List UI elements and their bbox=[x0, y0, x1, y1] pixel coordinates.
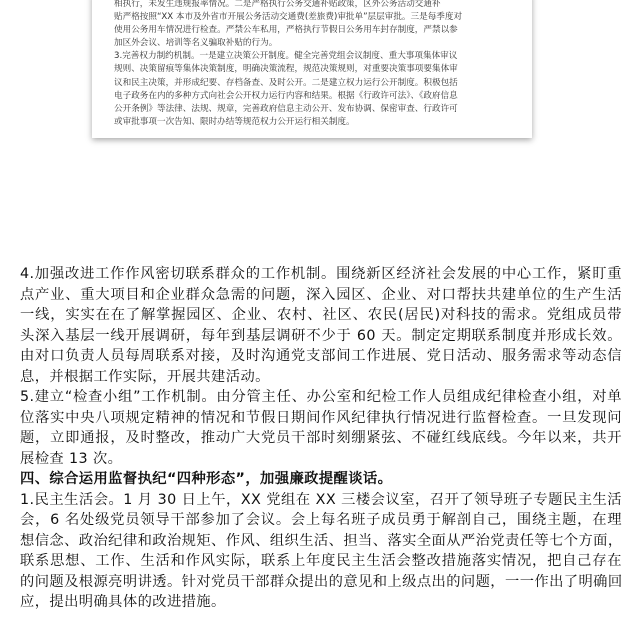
body-line: 1.民主生活会。1 月 30 日上午，XX 党组在 XX 三楼会议室，召开了领导班子专题民主生活 bbox=[20, 491, 622, 508]
scanned-page-text bbox=[92, 0, 532, 129]
body-line: 一线，实实在在了解掌握园区、企业、农村、社区、农民(居民)对科技的需求。党组成员带 bbox=[20, 307, 622, 323]
scan-line: 电子政务在内的多种方式向社会公开权力运行内容和结果。根据《行政许可法》、《政府信息 bbox=[114, 90, 458, 101]
scan-line: 议和民主决策，并形成纪要、存档备查、及时公开。二是建立权力运行公开制度。积极包括 bbox=[114, 77, 458, 88]
scanned-page-image bbox=[92, 0, 532, 138]
body-line: 的问题及根源亮明讲透。针对党员干部群众提出的意见和上级点出的问题，一一作出了明确回 bbox=[20, 573, 623, 590]
body-line: 位落实中央八项规定精神的情况和节假日期间作风纪律执行情况进行监督检查。一旦发现问 bbox=[20, 409, 622, 426]
body-line: 息，并根据工作实际，开展共建活动。 bbox=[20, 368, 270, 385]
scan-line: 加区外会议、培训等名义骗取补贴的行为。 bbox=[114, 38, 278, 49]
scan-line: 公开条例》等法律、法规、规章，完善政府信息主动公开、发布协调、保密审查、行政许可 bbox=[114, 103, 458, 114]
body-line: 由对口负责人员每周联系对接，及时沟通党支部间工作进展、党日活动、服务需求等动态信 bbox=[20, 348, 622, 364]
body-line: 想信念、政治纪律和政治规矩、作风、组织生活、担当、落实全面从严治党责任等七个方面， bbox=[20, 532, 623, 549]
body-line: 5.建立“检查小组”工作机制。由分管主任、办公室和纪检工作人员组成纪律检查小组，对单 bbox=[20, 389, 622, 405]
scan-line: 规则、决策留痕等集体决策制度，明确决策流程，规范决策规则，对重要决策事项要集体审 bbox=[114, 64, 458, 75]
body-line: 4.加强改进工作作风密切联系群众的工作机制。围绕新区经济社会发展的中心工作，紧盯重 bbox=[20, 266, 622, 282]
body-line: 会，6 名处级党员领导干部参加了会议。会上每名班子成员勇于解剖自己，围绕主题，在理 bbox=[20, 512, 622, 528]
scan-line: 相执行，未发生违规报率情况。二是严格执行公务交通补贴政策，区外公务活动交通补 bbox=[114, 0, 441, 9]
body-line: 头深入基层一线开展调研，每年到基层调研不少于 60 天。制定定期联系制度并形成长效。 bbox=[20, 327, 622, 344]
body-line: 题，立即通报，及时整改，推动广大党员干部时刻绷紧弦、不碰红线底线。今年以来，共开 bbox=[20, 430, 622, 446]
section-heading: 四、综合运用监督执纪“四种形态”，加强廉政提醒谈话。 bbox=[20, 471, 393, 487]
scan-line: 贴严格按照“XX 本市及外省市开展公务活动交通费(差旅费)审批单”层层审批。三是每季度对 bbox=[114, 12, 463, 23]
scan-line: 3.完善权力制约机制。一是建立决策公开制度。健全完善党组会议制度、重大事项集体审议 bbox=[114, 51, 458, 62]
body-line: 联系思想、工作、生活和作风实际，联系上年度民主生活会整改措施落实情况，把自己存在 bbox=[20, 553, 622, 569]
body-line: 展检查 13 次。 bbox=[20, 450, 123, 467]
body-line: 应，提出明确具体的改进措施。 bbox=[20, 594, 226, 610]
scan-line: 或审批事项一次告知、限时办结等规范权力公开运行相关制度。 bbox=[114, 116, 355, 127]
scan-line: 使用公务用车情况进行检查。严禁公车私用，严格执行节假日公务用车封存制度，严禁以参 bbox=[114, 25, 458, 36]
body-line: 点产业、重大项目和企业群众急需的问题，深入园区、企业、对口帮扶共建单位的生产生活 bbox=[20, 286, 622, 303]
document-body bbox=[20, 264, 622, 613]
